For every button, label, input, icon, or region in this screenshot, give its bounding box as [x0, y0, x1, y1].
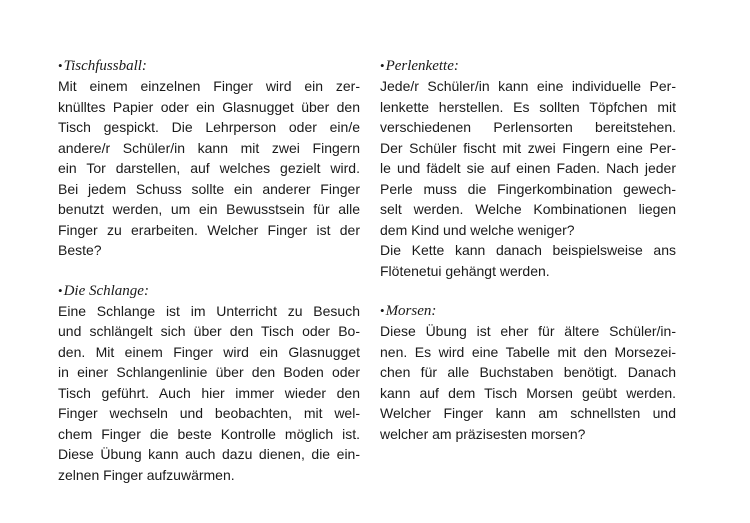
text-line: Bei jedem Schuss sollte ein anderer Finger: [58, 180, 360, 197]
text-line: dem Kind und welche weniger?: [380, 221, 575, 238]
section-heading: [58, 281, 360, 301]
text-line: Diese Übung kann auch dazu dienen, die ein-: [58, 446, 360, 462]
text-line: chem Finger die beste Kontrolle möglich ist.: [58, 425, 360, 442]
text-line: Tisch geführt. Auch hier immer wieder den: [58, 384, 360, 401]
text-line: chen für alle Buchstaben benötigt. Danach: [380, 364, 676, 380]
section-die-schlange: [58, 281, 360, 486]
text-line: zelnen Finger aufzuwärmen.: [58, 466, 235, 483]
text-line: knülltes Papier oder ein Glasnugget über den: [58, 98, 360, 115]
section-title: Perlenkette:: [385, 58, 459, 74]
text-line: den. Mit einem Finger wird ein Glasnugget: [58, 343, 360, 360]
section-title: Tischfussball:: [63, 58, 147, 74]
text-line: Tisch gespickt. Die Lehrperson oder ein/e: [58, 119, 360, 135]
section-title: Morsen:: [385, 303, 437, 319]
text-line: le und fädelt sie auf einen Faden. Nach jeder: [380, 160, 676, 176]
text-line: Beste?: [58, 242, 102, 258]
section-tischfussball: [58, 56, 360, 261]
text-line: in einer Schlangenlinie über den Boden oder: [58, 364, 360, 380]
text-line: Finger zu erarbeiten. Welcher Finger ist der: [58, 221, 360, 238]
text-line: kann auf dem Tisch Morsen geübt werden.: [380, 384, 676, 401]
section-title: Die Schlange:: [63, 282, 149, 299]
text-line: welcher am präzisesten morsen?: [380, 425, 586, 442]
bullet-icon: •: [58, 58, 63, 73]
section-morsen: [380, 301, 676, 444]
text-line: Eine Schlange ist im Unterricht zu Besuch: [58, 302, 360, 319]
bullet-icon: •: [58, 282, 63, 298]
text-line: Welcher Finger kann am schnellsten und: [380, 405, 676, 421]
text-line: Die Kette kann danach beispielsweise ans: [380, 242, 676, 258]
bullet-icon: •: [380, 58, 385, 73]
text-line: benutzt werden, um ein Bewusstsein für alle: [58, 201, 360, 217]
text-line: nen. Es wird eine Tabelle mit den Morsezei-: [380, 343, 676, 360]
text-line: Flötenetui gehängt werden.: [380, 262, 550, 279]
section-heading: [58, 56, 360, 76]
text-line: andere/r Schüler/in kann mit zwei Fingern: [58, 139, 360, 156]
section-perlenkette: [380, 56, 676, 281]
text-line: Mit einem einzelnen Finger wird ein zer-: [58, 78, 360, 94]
text-line: Der Schüler fischt mit zwei Fingern eine Per-: [380, 139, 676, 156]
text-line: ein Tor darstellen, auf welches gezielt wird.: [58, 160, 360, 176]
text-line: Finger wechseln und beobachten, mit wel-: [58, 405, 360, 421]
section-heading: [380, 56, 676, 76]
text-line: lenkette herstellen. Es sollten Töpfchen mit: [380, 98, 676, 115]
right-column: [380, 56, 676, 464]
text-line: selt werden. Welche Kombinationen liegen: [380, 201, 676, 217]
left-column: [58, 56, 360, 505]
bullet-icon: •: [380, 303, 385, 318]
text-line: Diese Übung ist eher für ältere Schüler/in-: [380, 323, 676, 339]
text-line: und schlängelt sich über den Tisch oder Bo-: [58, 323, 360, 339]
section-heading: [380, 301, 676, 321]
text-line: verschiedenen Perlensorten bereitstehen.: [380, 119, 676, 135]
text-line: Jede/r Schüler/in kann eine individuelle Per-: [380, 78, 676, 94]
text-line: Perle muss die Fingerkombination gewech-: [380, 180, 676, 197]
